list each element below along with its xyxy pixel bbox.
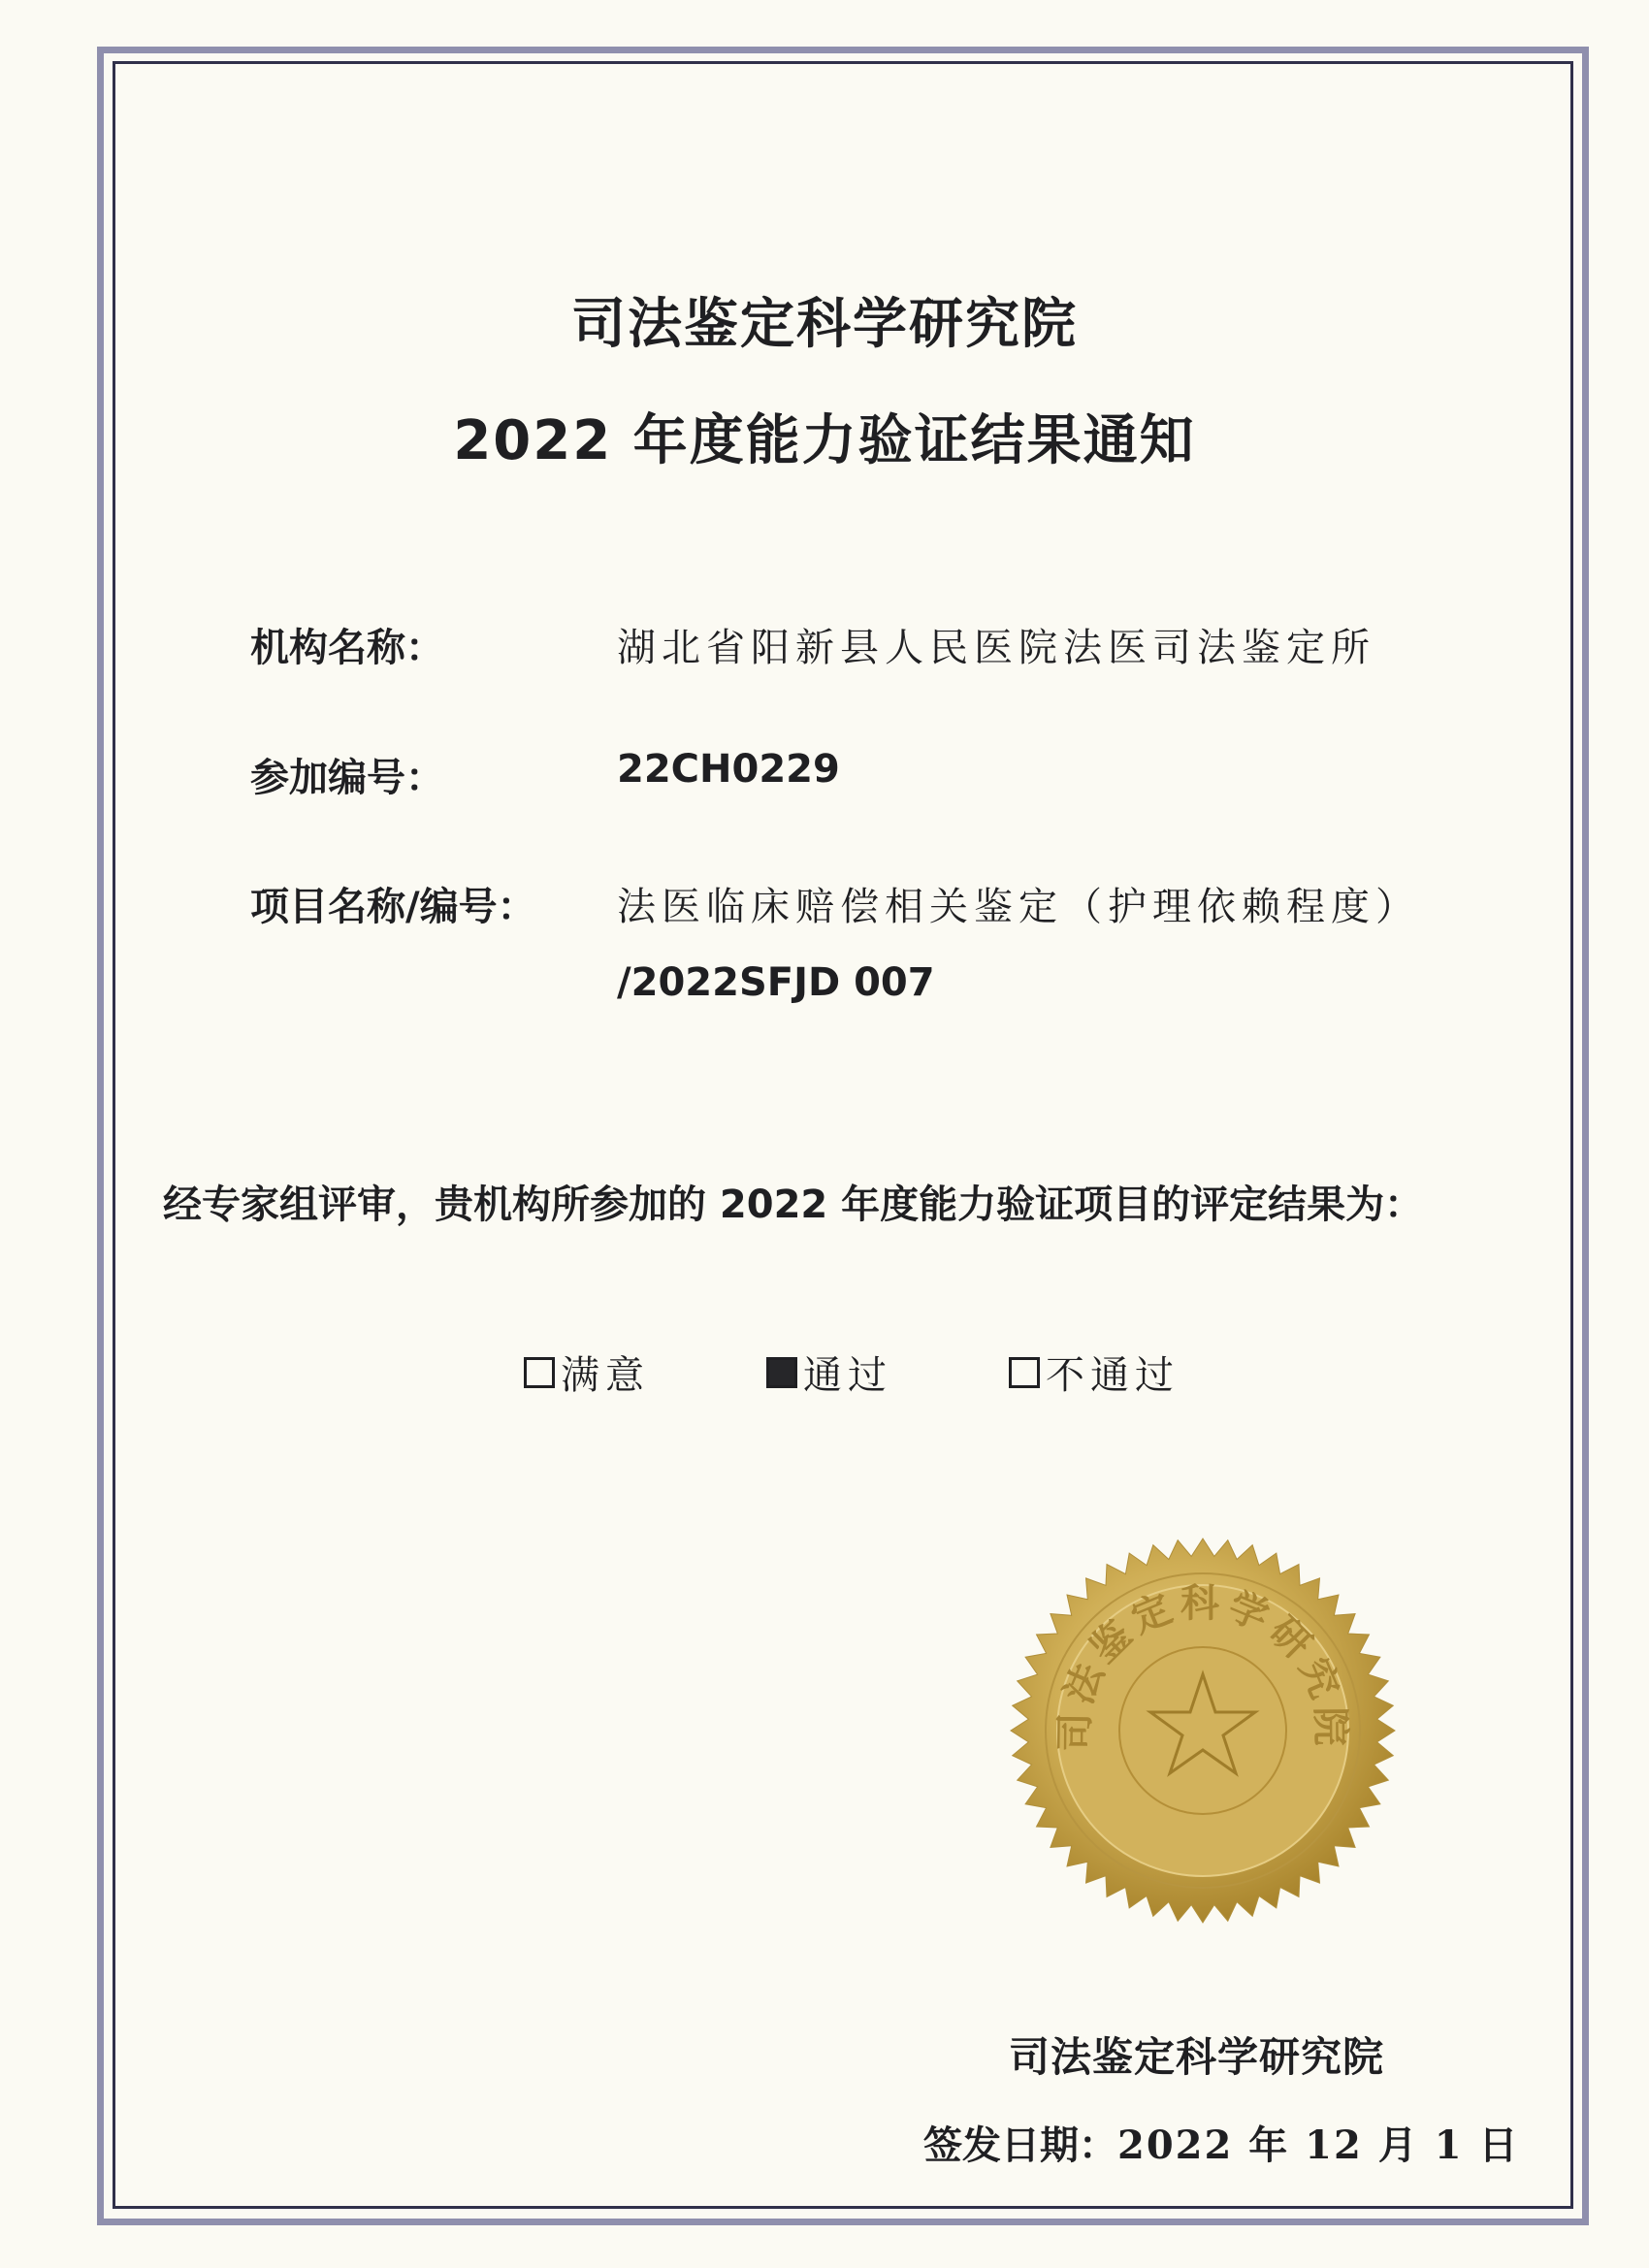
result-option-label: 不通过 (1046, 1353, 1180, 1398)
result-option-pass (766, 1345, 892, 1400)
gold-seal (1009, 1537, 1397, 1925)
issue-date-value: 2022 年 12 月 1 日 (1117, 2122, 1520, 2168)
issuer-name: 司法鉴定科学研究院 (1009, 2033, 1385, 2081)
result-option-fail (1009, 1345, 1180, 1400)
issue-date (923, 2115, 1519, 2170)
participant-id-value: 22CH0229 (617, 747, 840, 792)
org-value: 湖北省阳新县人民医院法医司法鉴定所 (617, 626, 1375, 670)
checkbox-fail (1009, 1357, 1040, 1388)
evaluation-statement: 经专家组评审，贵机构所参加的 2022 年度能力验证项目的评定结果为： (163, 1183, 1424, 1227)
result-options (0, 1345, 1649, 1403)
checkbox-pass (766, 1357, 797, 1388)
project-value-line2: /2022SFJD 007 (617, 960, 935, 1005)
notice-title: 2022 年度能力验证结果通知 (453, 409, 1196, 472)
participant-id-label: 参加编号： (250, 756, 444, 800)
result-option-label: 满意 (561, 1353, 650, 1398)
result-option-label: 通过 (803, 1353, 892, 1398)
project-value-line1: 法医临床赔偿相关鉴定（护理依赖程度） (617, 885, 1420, 929)
issue-date-label: 签发日期： (923, 2123, 1117, 2168)
institute-title: 司法鉴定科学研究院 (571, 293, 1078, 356)
project-label: 项目名称/编号： (250, 885, 536, 929)
org-label: 机构名称： (250, 626, 444, 670)
seal-text: 司法鉴定科学研究院 (1051, 1580, 1354, 1752)
checkbox-satisfactory (524, 1357, 555, 1388)
result-option-satisfactory (524, 1345, 650, 1400)
